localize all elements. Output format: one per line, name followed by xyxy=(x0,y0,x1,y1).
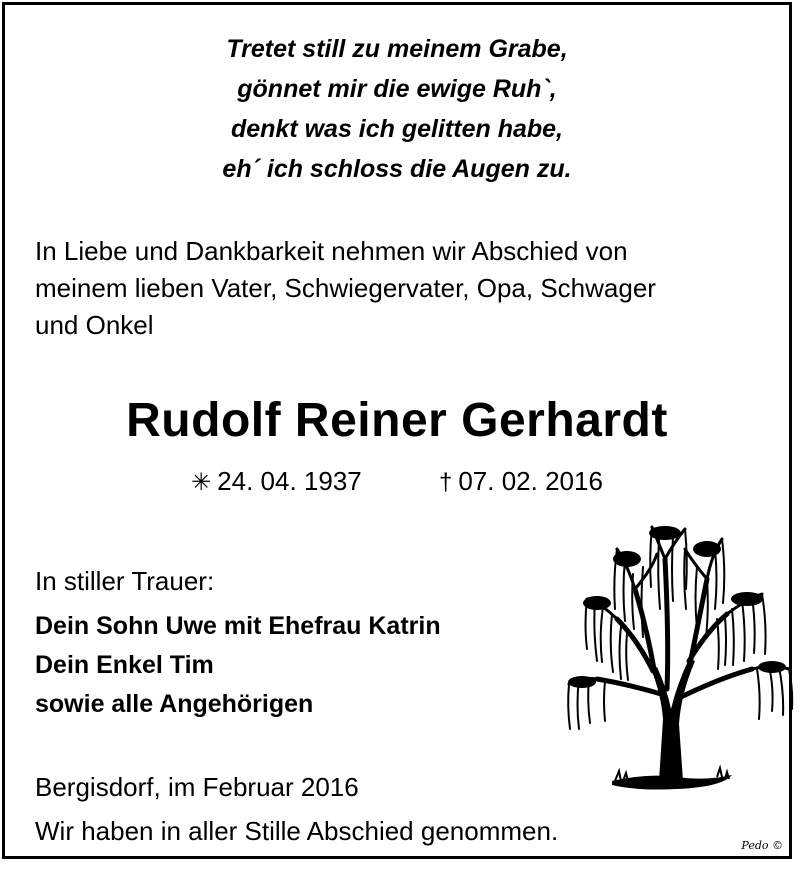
birth-star-icon: ✳ xyxy=(191,469,212,496)
mourner-line: Dein Sohn Uwe mit Ehefrau Katrin xyxy=(35,612,441,640)
obituary-card xyxy=(2,2,792,859)
poem-line: eh´ ich schloss die Augen zu. xyxy=(222,155,572,183)
death-cross-icon: † xyxy=(438,469,453,496)
place-date: Bergisdorf, im Februar 2016 xyxy=(35,772,359,802)
birth-date: 24. 04. 1937 xyxy=(217,466,362,496)
intro-text xyxy=(35,233,775,344)
weeping-tree-icon xyxy=(557,519,797,819)
mourner-line: sowie alle Angehörigen xyxy=(35,690,314,718)
intro-line: meinem lieben Vater, Schwiegervater, Opa, Schwager xyxy=(35,273,656,303)
death-date: 07. 02. 2016 xyxy=(458,466,603,496)
artist-signature: Pedo © xyxy=(741,839,783,852)
poem xyxy=(5,29,789,189)
mourners-list xyxy=(35,607,441,724)
birth-date-group xyxy=(191,466,369,496)
intro-line: und Onkel xyxy=(35,310,154,340)
death-date-group xyxy=(439,466,603,496)
poem-line: gönnet mir die ewige Ruh`, xyxy=(237,75,557,103)
poem-line: Tretet still zu meinem Grabe, xyxy=(226,35,568,63)
deceased-name: Rudolf Reiner Gerhardt xyxy=(126,394,668,447)
life-dates xyxy=(5,466,789,497)
closing-text: Wir haben in aller Stille Abschied genommen. xyxy=(35,816,559,846)
mourner-line: Dein Enkel Tim xyxy=(35,651,214,679)
poem-line: denkt was ich gelitten habe, xyxy=(230,115,564,143)
mourning-heading: In stiller Trauer: xyxy=(35,566,215,596)
intro-line: In Liebe und Dankbarkeit nehmen wir Abschied von xyxy=(35,236,628,266)
